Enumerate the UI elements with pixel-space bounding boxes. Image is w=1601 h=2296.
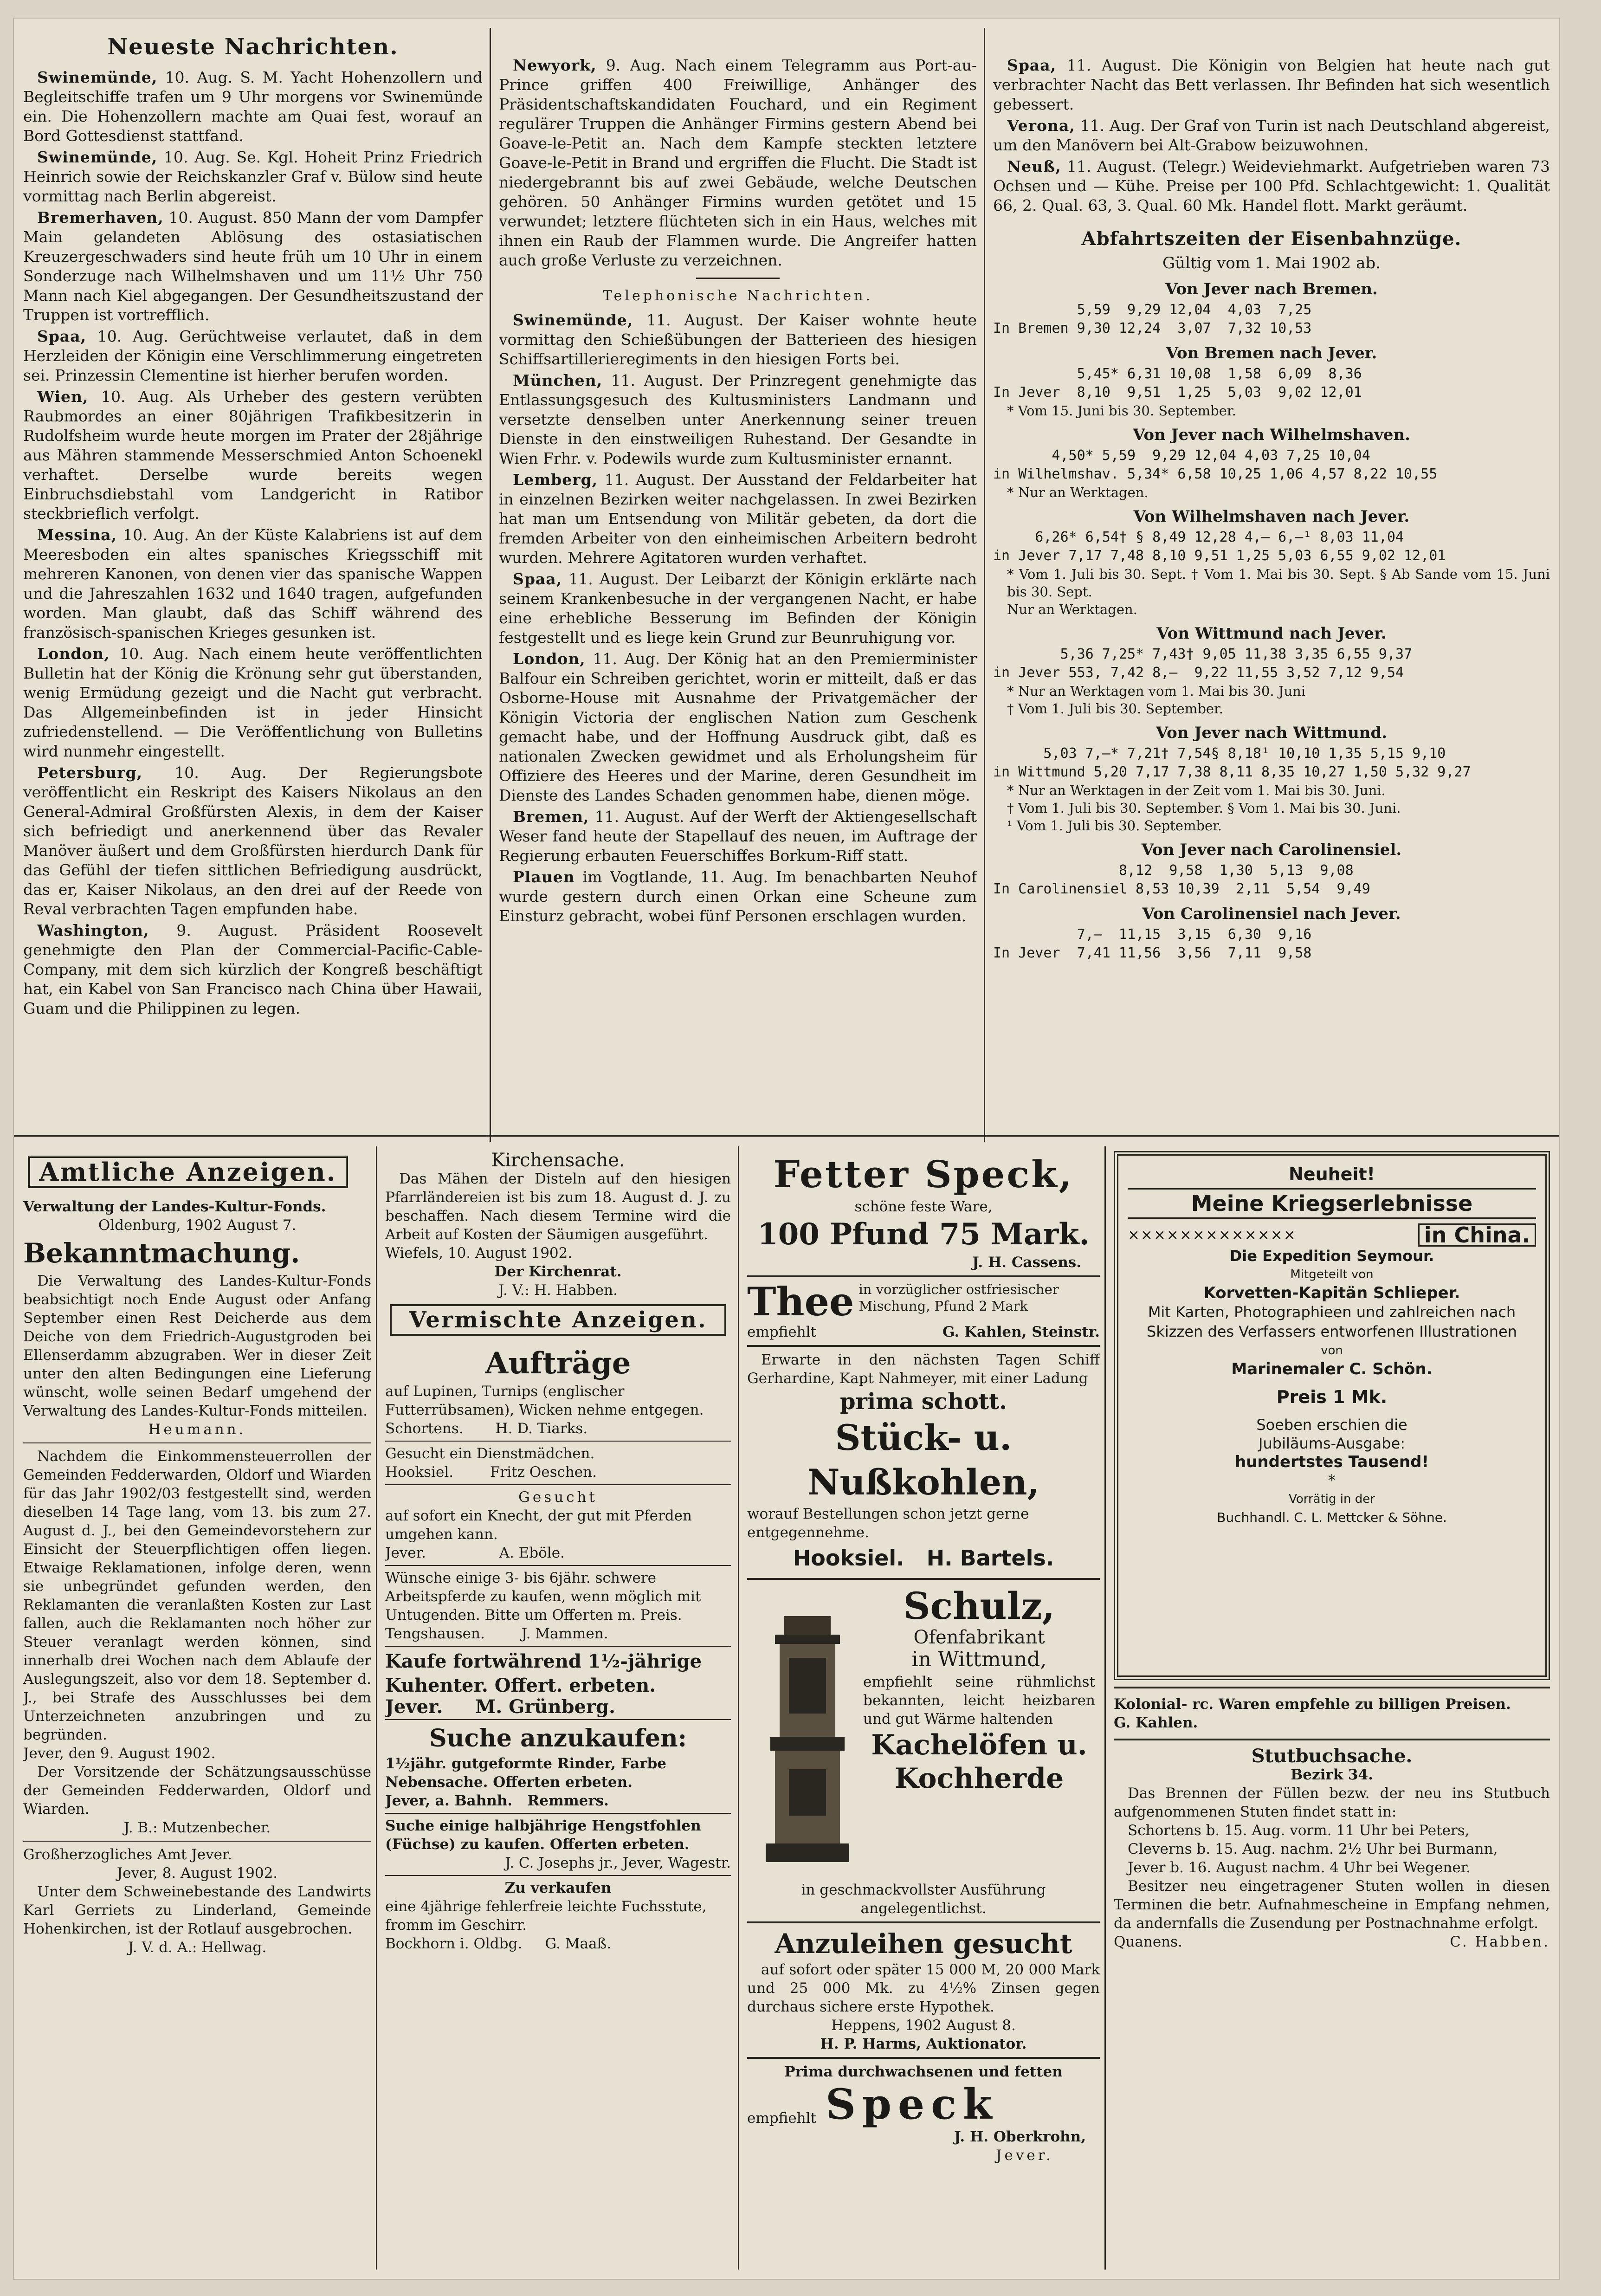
- train-timetable: [993, 279, 1550, 963]
- column-rule: [490, 28, 491, 1142]
- timetable-row: 5,59 9,29 12,04 4,03 7,25: [993, 302, 1312, 318]
- news-item: [23, 525, 483, 642]
- news-item: [499, 867, 977, 926]
- book-description: Mit Karten, Photographieen und zahlreichen nach Skizzen des Verfassers entworfenen Illustrationen: [1146, 1303, 1517, 1340]
- news-text: 11. Aug. Der Graf von Turin ist nach Deutschland abgereist, um den Manövern bei Alt-Grabow beizuwohnen.: [993, 116, 1550, 154]
- timetable-note: Nur an Werktagen.: [1007, 601, 1137, 617]
- timetable-row: In Carolinensiel 8,53 10,39 2,11 5,54 9,49: [993, 881, 1370, 897]
- divider: [696, 278, 780, 279]
- news-text: 11. August. Der Leibarzt der Königin erklärte nach seinem Krankenbesuche in der vergangenen Nacht, er habe eine erhebliche Besserung im Befinden der Königin festgestellt und es liege kein Grund zur Beunruhigung vor.: [499, 570, 977, 647]
- book-title: Meine Kriegserlebnisse: [1128, 1188, 1536, 1219]
- ad-title: Suche anzukaufen:: [429, 1724, 687, 1753]
- book-price: Preis 1 Mk.: [1276, 1387, 1388, 1407]
- coal-signature: Hooksiel. H. Bartels.: [793, 1546, 1054, 1571]
- timetable-route: Von Bremen nach Jever.: [1166, 344, 1377, 362]
- loan-title: Anzuleihen gesucht: [775, 1928, 1072, 1960]
- timetable-row: 5,36 7,25* 7,43† 9,05 11,38 3,35 6,55 9,37: [993, 646, 1413, 662]
- divider: [385, 1875, 731, 1876]
- news-text: 10. Aug. Gerüchtweise verlautet, daß in dem Herzleiden der Königin eine Verschlimmerung eingetreten sei. Prinzessin Clementine ist hierher berufen worden.: [23, 327, 483, 384]
- news-item: [23, 763, 483, 919]
- timetable-row: In Jever 7,41 11,56 3,56 7,11 9,58: [993, 945, 1312, 961]
- column-rule: [1104, 1146, 1106, 2270]
- coal-body: worauf Bestellungen schon jetzt gerne entgegennehme.: [747, 1506, 1029, 1541]
- news-title: Neueste Nachrichten.: [107, 34, 399, 60]
- news-text: 10. Aug. Als Urheber des gestern verübten Raubmordes an einer 80jährigen Trafikbesitzerin in Rudolfsheim wurde heute morgen im Prater der 28jährige aus Mähren stammende Messerschmied Anton Schoenekl verhaftet. Derselbe wurde bereits wegen Einbruchsdiebstahl vom Landgericht in Ratibor steckbrieflich verfolgt.: [23, 388, 483, 523]
- stove-foot: in geschmackvollster Ausführung angelegentlichst.: [801, 1882, 1046, 1917]
- dateline: Wiefels, 10. August 1902.: [385, 1245, 573, 1261]
- news-item: [23, 644, 483, 761]
- stud-body: Besitzer neu eingetragener Stuten wollen in diesen Terminen die betr. Aufnahmescheine in Empfang nehmen, da andernfalls die Zusendung per Postnachnahme erfolgt.: [1114, 1878, 1550, 1932]
- ad-body: Wünsche einige 3- bis 6jähr. schwere Arbeitspferde zu kaufen, wenn möglich mit Untugenden. Bitte um Offerten m. Preis.: [385, 1570, 701, 1623]
- divider: [747, 1275, 1100, 1277]
- timetable-route: Von Jever nach Carolinensiel.: [1141, 841, 1402, 859]
- news-text: 11. August. Auf der Werft der Aktiengesellschaft Weser fand heute der Stapellauf des neuen, im Auftrage der Regierung erbauten Feuerschiffes Borkum-Riff statt.: [499, 808, 977, 865]
- stud-line: Cleverns b. 15. Aug. nachm. 2½ Uhr bei Burmann,: [1128, 1841, 1498, 1857]
- news-text: 10. Aug. An der Küste Kalabriens ist auf dem Meeresboden ein altes spanisches Kriegsschiff mit mehreren Kanonen, von denen vier das spanische Wappen und die Jahreszahlen 1632 und 1640 tragen, aufgefunden worden. Man glaubt, daß das Schiff während des französisch-spanischen Krieges gesunken ist.: [23, 526, 483, 641]
- news-text: 9. Aug. Nach einem Telegramm aus Port-au-Prince griffen 400 Freiwillige, Anhänger des Präsidentschaftskandidaten Fouchard, und ein Regiment regulärer Truppen die Anhänger Firmins gestern Abend bei Goave-le-Petit an. Nach dem Kampfe steckten letztere Goave-le-Petit in Brand und ergriffen die Flucht. Die Stadt ist niedergebrannt bis auf zwei Gebäude, welche Deutschen gehören. 50 Anhänger Firmins wurden getötet und 15 verwundet; letztere flüchteten sich in ein Haus, welches mit ihnen ein Raub der Flammen wurde. Die Angreifer hatten auch große Verluste zu verzeichnen.: [499, 56, 977, 269]
- news-item: [499, 56, 977, 270]
- news-place: Newyork,: [513, 56, 597, 74]
- stud-place: Quanens.: [1114, 1934, 1182, 1950]
- news-place: Neuß,: [1007, 157, 1061, 175]
- book-ad-box: [1114, 1151, 1550, 1680]
- news-column-2: [499, 56, 977, 1132]
- news-place: Lemberg,: [513, 471, 598, 489]
- divider: [23, 1841, 371, 1842]
- dateline: Heppens, 1902 August 8.: [831, 2017, 1016, 2034]
- org-name: Verwaltung der Landes-Kultur-Fonds.: [23, 1198, 326, 1215]
- timetable-note: * Nur an Werktagen in der Zeit vom 1. Mai bis 30. Juni.: [1007, 783, 1386, 798]
- timetable-route: Von Jever nach Bremen.: [1165, 280, 1378, 298]
- coal-intro: Erwarte in den nächsten Tagen Schiff Gerhardine, Kapt Nahmeyer, mit einer Ladung: [747, 1352, 1100, 1387]
- news-item: [499, 807, 977, 866]
- news-item: [499, 371, 977, 468]
- news-text: 10. Aug. Nach einem heute veröffentlichten Bulletin hat der König die Krönung sehr gut überstanden, wenig Ermüdung gezeigt und die Nacht gut verbracht. Das Allgemeinbefinden ist in jeder Hinsicht zufriedenstellend. — Die Veröffentlichung von Bulletins wird nunmehr eingestellt.: [23, 645, 483, 760]
- news-place: Spaa,: [37, 327, 87, 345]
- divider: [23, 1442, 371, 1443]
- stud-body: Das Brennen der Füllen bezw. der neu ins Stutbuch aufgenommenen Stuten findet statt in:: [1114, 1785, 1550, 1820]
- news-text: 11. August. Der Prinzregent genehmigte das Entlassungsgesuch des Kultusministers Landmann und versetzte denselben unter Anerkennung seiner treuen Dienste in den einstweiligen Ruhestand. Der Gesandte in Wien Frhr. v. Podewils wurde zum Kultusminister ernannt.: [499, 371, 977, 467]
- news-column-1: [23, 28, 483, 1132]
- divider: [1114, 1739, 1550, 1740]
- timetable-route: Von Wilhelmshaven nach Jever.: [1133, 507, 1410, 526]
- thee-lead: empfiehlt: [747, 1324, 816, 1340]
- news-text: 10. Aug. S. M. Yacht Hohenzollern und Begleitschiffe trafen um 9 Uhr morgens vor Swinemünde ein. Die Hohenzollern machte am Quai fest, worauf an Bord Gottesdienst stattfand.: [23, 68, 483, 145]
- dateline: Oldenburg, 1902 August 7.: [98, 1217, 297, 1234]
- timetable-row: in Wilhelmshav. 5,34* 6,58 10,25 1,06 4,57 8,22 10,55: [993, 466, 1438, 482]
- stud-line: Schortens b. 15. Aug. vorm. 11 Uhr bei Peters,: [1128, 1822, 1470, 1839]
- notice-heading: Bekanntmachung.: [23, 1237, 300, 1269]
- news-place: London,: [37, 645, 110, 663]
- timetable-route: Von Jever nach Wilhelmshaven.: [1133, 426, 1410, 444]
- timetable-route: Von Jever nach Wittmund.: [1156, 724, 1388, 742]
- news-place: Spaa,: [1007, 56, 1057, 74]
- ad-body: 1½jähr. gutgeformte Rinder, Farbe Nebensache. Offerten erbeten.: [385, 1755, 666, 1791]
- book-author: Korvetten-Kapitän Schlieper.: [1203, 1284, 1460, 1302]
- news-place: Swinemünde,: [37, 68, 158, 86]
- train-title: Abfahrtszeiten der Eisenbahnzüge.: [1081, 228, 1462, 250]
- misc-ads-frame: Vermischte Anzeigen.: [390, 1304, 726, 1336]
- thee-footer: [747, 1323, 1100, 1341]
- divider: [385, 1484, 731, 1485]
- news-place: Swinemünde,: [37, 148, 158, 166]
- news-text: im Vogtlande, 11. Aug. Im benachbarten Neuhof wurde gestern durch einen Orkan eine Scheune zum Einsturz gebracht, wobei fünf Personen erschlagen wurden.: [499, 868, 977, 925]
- ad-title: Kaufe fortwährend 1½-jährige Kuhenter. Offert. erbeten.: [385, 1650, 702, 1696]
- book-illustrator: Marinemaler C. Schön.: [1231, 1360, 1433, 1378]
- news-place: Petersburg,: [37, 763, 143, 782]
- speck-sub: schöne feste Ware,: [854, 1198, 993, 1215]
- stud-footer: [1114, 1933, 1550, 1951]
- ad-signature: Jever. A. Eböle.: [385, 1545, 565, 1561]
- thee-ad: [747, 1281, 1100, 1323]
- news-item: [993, 157, 1550, 215]
- timetable-note: * Vom 1. Juli bis 30. Sept. † Vom 1. Mai bis 30. Sept. § Ab Sande vom 15. Juni bis 30. Sept.: [1007, 566, 1550, 600]
- ad-signature: Tengshausen. J. Mammen.: [385, 1625, 608, 1642]
- dateline: Jever, 8. August 1902.: [116, 1865, 278, 1882]
- ad-signature: Hooksiel. Fritz Oeschen.: [385, 1464, 597, 1481]
- news-place: München,: [513, 371, 603, 389]
- timetable-row: 7,— 11,15 3,15 6,30 9,16: [993, 926, 1312, 943]
- ad-signature: Schortens. H. D. Tiarks.: [385, 1420, 588, 1437]
- ornament: ×××××××××××××: [1128, 1227, 1297, 1243]
- divider: [1114, 1687, 1550, 1688]
- book-shop-label: Vorrätig in der: [1289, 1492, 1375, 1506]
- dateline: Jever, den 9. August 1902.: [23, 1745, 216, 1762]
- news-item: [23, 148, 483, 206]
- stove-maker-sub: Ofenfabrikant: [913, 1627, 1045, 1648]
- ad-body: Suche einige halbjährige Hengstfohlen (Füchse) zu kaufen. Offerten erbeten.: [385, 1817, 701, 1853]
- column-rule: [738, 1146, 739, 2270]
- column-rule: [984, 28, 985, 1142]
- book-title-2: in China.: [1418, 1223, 1536, 1247]
- news-item: [499, 569, 977, 647]
- timetable-note: † Vom 1. Juli bis 30. September. § Vom 1. Mai bis 30. Juni.: [1007, 800, 1401, 816]
- news-place: Washington,: [37, 921, 149, 939]
- divider: [385, 1441, 731, 1442]
- ad-signature: Jever, a. Bahnh. Remmers.: [385, 1792, 609, 1809]
- speck2-ad: [747, 2081, 1100, 2128]
- commercial-ads: [747, 1151, 1100, 2265]
- speck-signature: J. H. Cassens.: [972, 1254, 1081, 1271]
- church-title: Kirchensache.: [491, 1151, 625, 1171]
- speck2-lead: empfiehlt: [747, 2110, 816, 2127]
- signature: J. V.: H. Habben.: [498, 1282, 618, 1299]
- divider: [747, 2057, 1100, 2059]
- timetable-route: Von Carolinensiel nach Jever.: [1142, 905, 1401, 923]
- news-place: Spaa,: [513, 570, 562, 588]
- thee-signature: G. Kahlen, Steinstr.: [943, 1324, 1100, 1340]
- news-text: 10. August. 850 Mann der vom Dampfer Main gelandeten Ablösung des ostasiatischen Kreuzergeschwaders sind heute früh um 10 Uhr in einem Sonderzuge nach Wilhelmshaven und um 11½ Uhr 750 Mann nach Kiel abgegangen. Der Gesundheitszustand der Truppen ist vortrefflich.: [23, 208, 483, 324]
- timetable-row: 6,26* 6,54† § 8,49 12,28 4,— 6,—¹ 8,03 11,04: [993, 529, 1404, 545]
- ad-body: auf sofort ein Knecht, der gut mit Pferden umgehen kann.: [385, 1507, 692, 1543]
- news-place: London,: [513, 650, 586, 668]
- stove-products: Kachelöfen u. Kochherde: [871, 1729, 1087, 1795]
- news-text: 11. August. Die Königin von Belgien hat heute nach gut verbrachter Nacht das Bett verlassen. Ihr Befinden hat sich wesentlich gebessert.: [993, 56, 1550, 113]
- news-text: 10. Aug. Se. Kgl. Hoheit Prinz Friedrich Heinrich sowie der Reichskanzler Graf v. Bülow sind heute vormittag nach Berlin abgereist.: [23, 148, 483, 205]
- telephone-title: Telephonische Nachrichten.: [602, 288, 873, 304]
- news-place: Messina,: [37, 526, 117, 544]
- thee-body: in vorzüglicher ostfriesischer Mischung, Pfund 2 Mark: [859, 1281, 1059, 1314]
- news-text: 11. August. Der Kaiser wohnte heute vormittag den Schießübungen der Batterieen des hiesigen Schiffsartillerieregiments in den hiesigen Forts bei.: [499, 311, 977, 368]
- news-item: [499, 649, 977, 805]
- stove-text: [863, 1584, 1095, 1795]
- stove-place: in Wittmund,: [911, 1648, 1047, 1671]
- loan-body: auf sofort oder später 15 000 M, 20 000 Mark und 25 000 Mk. zu 4½% Zinsen gegen durchaus sichere erste Hypothek.: [747, 1961, 1100, 2015]
- divider: [747, 1921, 1100, 1923]
- book-star: *: [1328, 1471, 1336, 1490]
- timetable-row: in Wittmund 5,20 7,17 7,38 8,11 8,35 10,27 1,50 5,32 9,27: [993, 764, 1471, 780]
- train-subtitle: Gültig vom 1. Mai 1902 ab.: [1162, 254, 1381, 272]
- book-jubilee: Soeben erschien die: [1256, 1416, 1407, 1434]
- ad-title: Zu verkaufen: [504, 1880, 612, 1896]
- timetable-note: * Nur an Werktagen vom 1. Mai bis 30. Juni: [1007, 683, 1306, 699]
- divider: [747, 1578, 1100, 1580]
- stud-sub: Bezirk 34.: [1291, 1766, 1373, 1783]
- ad-body: auf Lupinen, Turnips (englischer Futterrübsamen), Wicken nehme entgegen.: [385, 1383, 704, 1418]
- church-and-misc-ads: [385, 1151, 731, 2265]
- news-item: [23, 68, 483, 146]
- divider: [385, 1813, 731, 1814]
- book-new: Neuheit!: [1289, 1164, 1375, 1184]
- signature: Der Kirchenrat.: [494, 1263, 622, 1280]
- news-item: [993, 116, 1550, 155]
- signature: J. B.: Mutzenbecher.: [123, 1819, 271, 1836]
- book-and-stud-ads: [1114, 1151, 1550, 2265]
- coal-title: Stück- u. Nußkohlen,: [807, 1417, 1039, 1503]
- newspaper-page: [14, 19, 1559, 2279]
- news-text: 11. August. Der Ausstand der Feldarbeiter hat in einzelnen Bezirken weiter nachgelassen. In zwei Bezirken hat man um Entsendung von Militär gebeten, da dort die fremden Arbeiter von den einheimischen Arbeitern bedroht wurden. Mehrere Agitatoren wurden verhaftet.: [499, 471, 977, 567]
- loan-signature: H. P. Harms, Auktionator.: [820, 2036, 1027, 2052]
- stove-body: empfiehlt seine rühmlichst bekannten, leicht heizbaren und gut Wärme haltenden: [863, 1674, 1095, 1727]
- stud-signature: C. Habben.: [1450, 1934, 1550, 1950]
- column-rule: [376, 1146, 377, 2270]
- news-item: [23, 208, 483, 325]
- divider: [747, 1345, 1100, 1347]
- timetable-row: 5,45* 6,31 10,08 1,58 6,09 8,36: [993, 366, 1362, 382]
- notice-body: Unter dem Schweinebestande des Landwirts Karl Gerriets zu Linderland, Gemeinde Hohenkirchen, ist der Rotlauf ausgebrochen.: [23, 1883, 371, 1937]
- ad-title: Aufträge: [485, 1346, 631, 1381]
- colonial-body: Kolonial- rc. Waren empfehle zu billigen Preisen.: [1114, 1696, 1511, 1713]
- ad-body: eine 4jährige fehlerfreie leichte Fuchsstute, fromm im Geschirr.: [385, 1898, 707, 1934]
- news-text: 11. August. (Telegr.) Weideviehmarkt. Aufgetrieben waren 73 Ochsen und — Kühe. Preise per 100 Pfd. Schlachtgewicht: 1. Qualität 66, 2. Qual. 63, 3. Qual. 60 Mk. Handel flott. Markt geräumt.: [993, 157, 1550, 214]
- book-title-line: [1128, 1223, 1536, 1247]
- book-subtitle: Die Expedition Seymour.: [1229, 1247, 1434, 1265]
- news-item: [23, 327, 483, 385]
- news-place: Swinemünde,: [513, 311, 633, 329]
- timetable-row: In Bremen 9,30 12,24 3,07 7,32 10,53: [993, 320, 1312, 336]
- speck-title: Fetter Speck,: [773, 1152, 1074, 1196]
- divider: [385, 1646, 731, 1647]
- official-notices-frame: Amtliche Anzeigen.: [28, 1156, 348, 1188]
- thee-title: Thee: [747, 1279, 854, 1325]
- news-place: Bremen,: [513, 808, 589, 826]
- news-place: Bremerhaven,: [37, 208, 164, 226]
- colonial-signature: G. Kahlen.: [1114, 1714, 1198, 1731]
- news-list: [993, 56, 1550, 215]
- timetable-row: 8,12 9,58 1,30 5,13 9,08: [993, 862, 1354, 879]
- news-place: Plauen: [513, 868, 575, 886]
- news-item: [23, 921, 483, 1018]
- news-list: [499, 310, 977, 926]
- speck2-signature: J. H. Oberkrohn,: [954, 2128, 1086, 2145]
- official-notices: [23, 1151, 371, 2265]
- ad-body: Gesucht ein Dienstmädchen.: [385, 1445, 595, 1462]
- stove-ad: [747, 1584, 1100, 1881]
- ad-title: Gesucht: [518, 1489, 598, 1506]
- news-place: Wien,: [37, 388, 89, 406]
- speck2-title: Speck: [825, 2080, 999, 2129]
- divider: [385, 1565, 731, 1566]
- signature: Heumann.: [148, 1421, 246, 1438]
- news-text: 10. Aug. Der Regierungsbote veröffentlicht ein Reskript des Kaisers Nikolaus an den General-Admiral Großfürsten Alexis, in dem der Kaiser sich befriedigt und anerkennend über das Revaler Manöver äußert und dem Großfürsten hierdurch Dank für das Gefühl der tiefen sittlichen Befriedigung ausdrückt, das er, Kaiser Nikolaus, an den drei auf der Reede von Reval verbrachten Tagen empfunden habe.: [23, 763, 483, 918]
- news-item: [23, 387, 483, 524]
- news-list: [23, 68, 483, 1018]
- news-item: [499, 310, 977, 369]
- speck2-place: Jever.: [996, 2147, 1053, 2164]
- timetable-row: 5,03 7,—* 7,21† 7,54§ 8,18¹ 10,10 1,35 5,15 9,10: [993, 745, 1446, 762]
- timetable-row: In Jever 8,10 9,51 1,25 5,03 9,02 12,01: [993, 384, 1362, 401]
- timetable-row: in Jever 553, 7,42 8,— 9,22 11,55 3,52 7,12 9,54: [993, 665, 1404, 681]
- section-rule: [14, 1135, 1559, 1137]
- speck-price: 100 Pfund 75 Mark.: [757, 1217, 1090, 1252]
- stud-title: Stutbuchsache.: [1251, 1745, 1413, 1767]
- timetable-row: in Jever 7,17 7,48 8,10 9,51 1,25 5,03 6,55 9,02 12,01: [993, 548, 1446, 564]
- timetable-note: † Vom 1. Juli bis 30. September.: [1007, 701, 1223, 717]
- tiled-stove-illustration: [756, 1611, 859, 1871]
- timetable-note: * Nur an Werktagen.: [1007, 485, 1149, 500]
- book-jubilee: Jubiläums-Ausgabe:: [1259, 1435, 1405, 1452]
- stud-line: Jever b. 16. August nachm. 4 Uhr bei Wegener.: [1128, 1859, 1471, 1876]
- ad-signature: Bockhorn i. Oldbg. G. Maaß.: [385, 1935, 612, 1952]
- news-text: 9. August. Präsident Roosevelt genehmigte den Plan der Commercial-Pacific-Cable-Company, mit dem sich kürzlich der Kongreß beschäftigt hat, ein Kabel von San Francisco nach China über Hawaii, Guam und die Philippinen zu legen.: [23, 921, 483, 1017]
- timetable-row: 4,50* 5,59 9,29 12,04 4,03 7,25 10,04: [993, 447, 1370, 464]
- org-name: Großherzogliches Amt Jever.: [23, 1846, 232, 1863]
- news-text: 11. Aug. Der König hat an den Premierminister Balfour ein Schreiben gerichtet, worin er mitteilt, daß er das Osborne-House mit Ausnahme der Privatgemächer der Königin Victoria der englischen Nation zum Geschenk gemacht habe, und der Hoffnung Ausdruck gibt, daß es nationalen Zwecken gewidmet und als Erholungsheim für Offiziere des Heeres und der Marine, deren Gesundheit im Dienste des Landes Schaden genommen habe, dienen möge.: [499, 650, 977, 804]
- news-item: [499, 470, 977, 568]
- ad-signature: Jever. M. Grünberg.: [385, 1696, 615, 1718]
- speck2-intro: Prima durchwachsenen und fetten: [784, 2063, 1063, 2080]
- church-body: Das Mähen der Disteln auf den hiesigen Pfarrländereien ist bis zum 18. August d. J. zu beschaffen. Nach diesem Termine wird die Arbeit auf Kosten der Säumigen ausgeführt.: [385, 1171, 731, 1243]
- stove-maker: Schulz,: [903, 1584, 1055, 1628]
- book-jubilee: hundertstes Tausend!: [1235, 1453, 1429, 1471]
- notice-body: Nachdem die Einkommensteuerrollen der Gemeinden Fedderwarden, Oldorf und Wiarden für das Jahr 1902/03 festgestellt sind, werden dieselben 14 Tage lang, vom 13. bis zum 27. August d. J., bei den Gemeindevorstehern zur Einsicht der Steuerpflichtigen offen liegen. Etwaige Reklamationen, infolge deren, wenn sie unbegründet gefunden werden, den Reklamanten die veranlaßten Kosten zur Last fallen, auch die Reklamanten noch höher zur Steuer veranlagt werden können, sind innerhalb drei Wochen nach dem Ablaufe der Auslegungszeit, also vor dem 18. September d. J., bei Strafe des Ausschlusses bei dem Unterzeichneten anzubringen und zu begründen.: [23, 1448, 371, 1743]
- news-item: [993, 56, 1550, 114]
- news-column-3: [993, 56, 1550, 1132]
- signature: Der Vorsitzende der Schätzungsausschüsse der Gemeinden Fedderwarden, Oldorf und Wiarden.: [23, 1764, 371, 1817]
- news-place: Verona,: [1007, 116, 1075, 135]
- notice-body: Die Verwaltung des Landes-Kultur-Fonds beabsichtigt noch Ende August oder Anfang September einen Rest Deicherde aus dem Deiche von dem Friedrich-Augustgroden bei Ellenserdamm abzugraben. Wer in dieser Zeit unter den alten Bedingungen eine Lieferung wünscht, wolle seinen Bedarf umgehend der Verwaltung des Landes-Kultur-Fonds mitteilen.: [23, 1273, 371, 1419]
- timetable-route: Von Wittmund nach Jever.: [1156, 624, 1387, 643]
- book-von: von: [1321, 1344, 1343, 1358]
- colonial-ad: [1114, 1695, 1550, 1732]
- ad-signature: J. C. Josephs jr., Jever, Wagestr.: [505, 1855, 731, 1871]
- coal-sub: prima schott.: [840, 1389, 1007, 1415]
- divider: [385, 1719, 731, 1720]
- signature: J. V. d. A.: Hellwag.: [128, 1939, 267, 1956]
- book-by-label: Mitgeteilt von: [1290, 1268, 1374, 1281]
- timetable-note: ¹ Vom 1. Juli bis 30. September.: [1007, 818, 1222, 834]
- timetable-note: * Vom 15. Juni bis 30. September.: [1007, 403, 1236, 419]
- book-shop: Buchhandl. C. L. Mettcker & Söhne.: [1217, 1510, 1447, 1525]
- news-list: [499, 56, 977, 270]
